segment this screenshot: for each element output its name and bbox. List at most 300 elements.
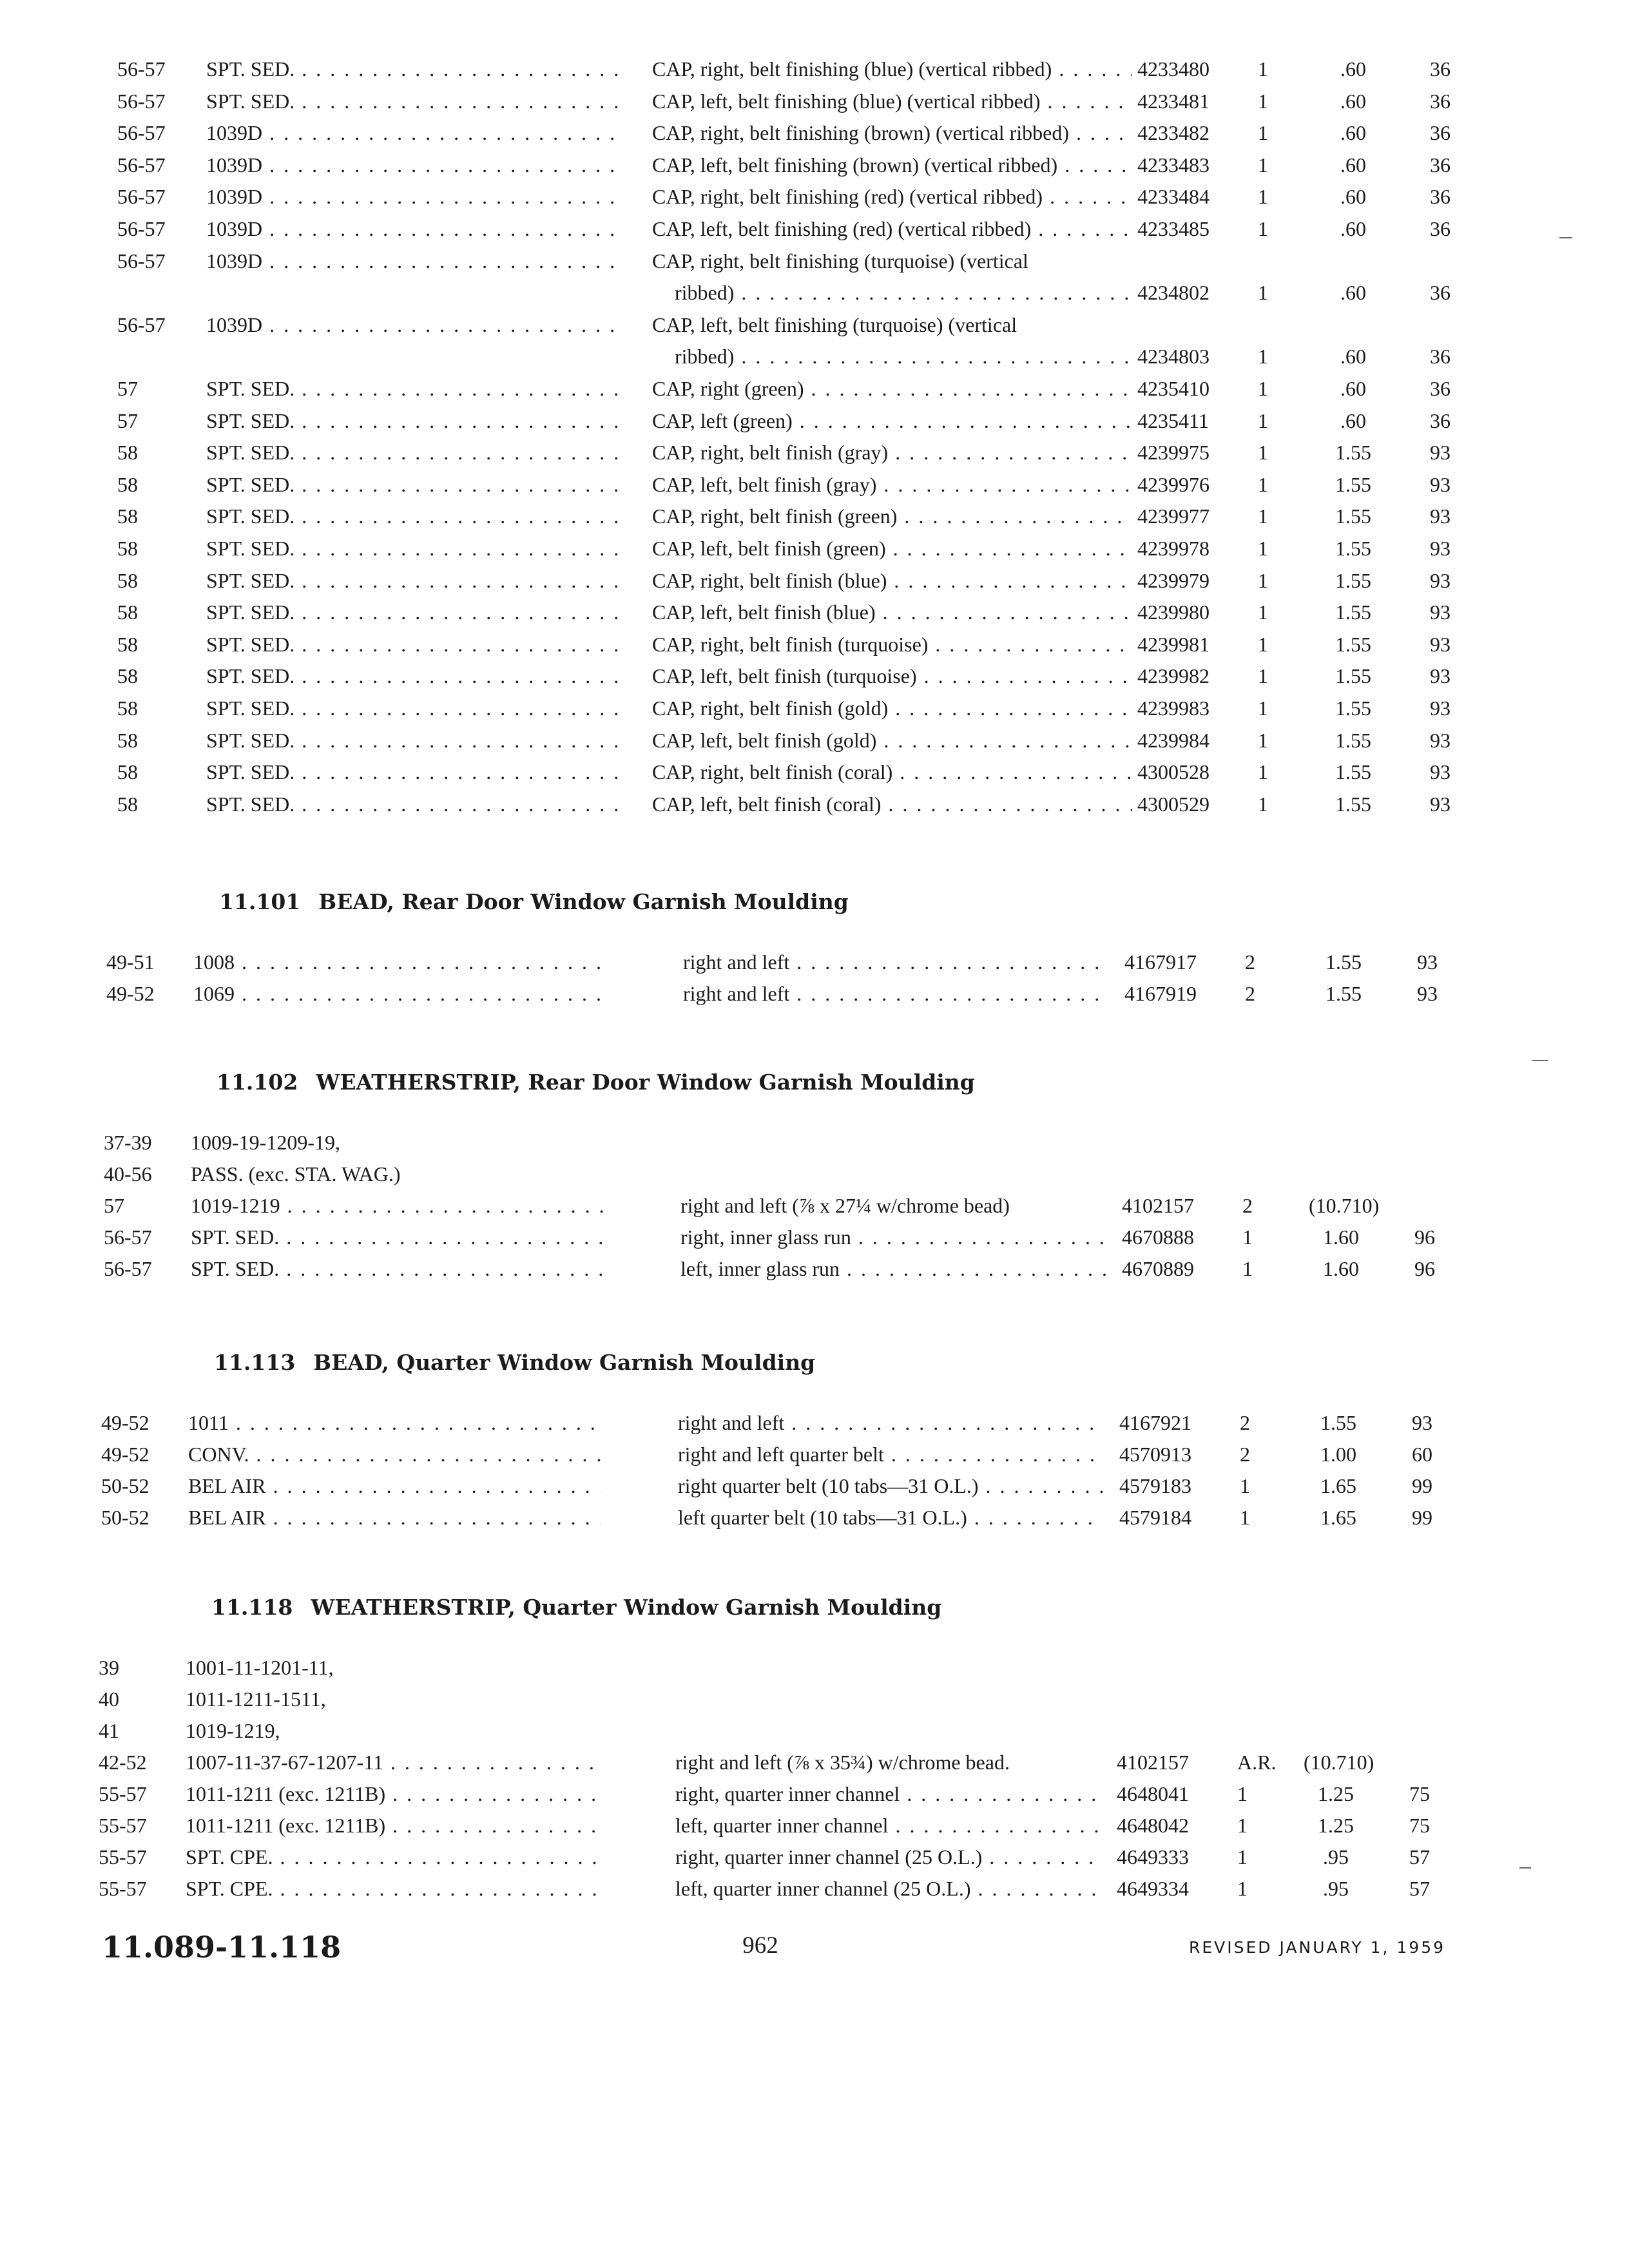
year-cell: 55-57	[99, 1814, 147, 1837]
table-row	[0, 117, 1629, 149]
quantity-cell: 1	[1237, 1782, 1248, 1805]
quantity-cell: 1	[1240, 1506, 1250, 1529]
part-number-cell: 4300529	[1137, 792, 1210, 816]
description-cell: CAP, right, belt finish (blue) . . .	[652, 564, 1132, 597]
price-code-cell: 93	[1412, 1411, 1432, 1434]
model-cell: 1011-1211 (exc. 1211B) . . .	[186, 1809, 598, 1841]
year-cell: 57	[117, 377, 138, 400]
table-row	[0, 756, 1629, 788]
price-code-cell: 36	[1430, 345, 1451, 369]
quantity-cell: 1	[1258, 185, 1268, 209]
model-cell: 1011-1211-1511,	[186, 1687, 326, 1711]
year-cell: 58	[117, 697, 138, 720]
part-number-cell: 4649333	[1117, 1845, 1189, 1869]
table-row	[0, 1841, 1629, 1873]
part-number-cell: 4234803	[1137, 345, 1210, 369]
description-cell: left, inner glass run . . .	[680, 1253, 1106, 1285]
price-code-cell: 96	[1414, 1257, 1435, 1280]
table-row	[0, 468, 1629, 501]
quantity-cell: 1	[1258, 505, 1268, 528]
model-cell: PASS. (exc. STA. WAG.)	[191, 1162, 401, 1186]
quantity-cell: 1	[1258, 345, 1268, 369]
description-cell: CAP, right, belt finishing (red) (vertical ribbed) . . .	[652, 180, 1132, 213]
model-cell: SPT. SED. . . .	[206, 405, 625, 437]
description-cell: ribbed) . . .	[675, 276, 1132, 309]
table-row	[0, 309, 1629, 341]
model-cell: SPT. SED. . . .	[206, 724, 625, 756]
price-code-cell: 93	[1417, 982, 1438, 1005]
year-cell: 56-57	[117, 217, 166, 240]
price-code-cell: 36	[1430, 377, 1451, 400]
year-cell: 42-52	[99, 1751, 147, 1774]
price-cell: (10.710)	[1304, 1751, 1374, 1774]
section-title-text: WEATHERSTRIP, Rear Door Window Garnish Moulding	[316, 1070, 975, 1095]
margin-mark	[1519, 1867, 1531, 1869]
quantity-cell: 1	[1237, 1814, 1248, 1837]
part-number-cell: 4239979	[1137, 568, 1210, 592]
description-cell: CAP, left, belt finish (gray) . . .	[652, 468, 1132, 501]
description-cell: right quarter belt (10 tabs—31 O.L.) . . .	[678, 1470, 1103, 1502]
year-cell: 58	[117, 472, 138, 496]
quantity-cell: 1	[1237, 1845, 1248, 1869]
price-code-cell: 36	[1430, 57, 1451, 81]
quantity-cell: 1	[1258, 57, 1268, 81]
table-row	[0, 660, 1629, 692]
model-cell: SPT. SED. . . .	[206, 788, 625, 820]
price-cell: 1.60	[1323, 1257, 1359, 1280]
table-row	[0, 405, 1629, 437]
model-cell: SPT. SED. . . .	[206, 468, 625, 501]
table-row	[0, 628, 1629, 660]
year-cell: 50-52	[101, 1474, 149, 1497]
table-row	[0, 53, 1629, 85]
description-cell: CAP, right, belt finish (coral) . . .	[652, 756, 1132, 788]
footer-section-range: 11.089-11.118	[102, 1930, 342, 1965]
description-cell: left, quarter inner channel (25 O.L.) . . .	[675, 1872, 1101, 1905]
model-cell: SPT. CPE. . . .	[186, 1872, 598, 1905]
model-cell: 1039D . . .	[206, 149, 625, 181]
price-code-cell: 93	[1417, 950, 1438, 974]
price-code-cell: 36	[1430, 185, 1451, 209]
year-cell: 56-57	[117, 185, 166, 209]
price-code-cell: 93	[1430, 760, 1451, 784]
part-number-cell: 4670889	[1122, 1257, 1194, 1280]
year-cell: 58	[117, 568, 138, 592]
part-number-cell: 4239983	[1137, 697, 1210, 720]
table-row	[0, 1715, 1629, 1747]
year-cell: 58	[117, 664, 138, 688]
table-row	[0, 276, 1629, 309]
part-number-cell: 4233483	[1137, 153, 1210, 177]
price-code-cell: 57	[1409, 1845, 1430, 1869]
price-code-cell: 36	[1430, 121, 1451, 145]
model-cell: SPT. SED. . . .	[206, 500, 625, 532]
price-cell: 1.55	[1335, 601, 1371, 624]
model-cell: CONV. . . .	[188, 1438, 601, 1470]
price-cell: .60	[1340, 377, 1366, 400]
table-row	[0, 724, 1629, 756]
description-cell: CAP, left, belt finish (gold) . . .	[652, 724, 1132, 756]
price-code-cell: 57	[1409, 1877, 1430, 1900]
model-cell: 1019-1219 . . .	[191, 1189, 603, 1222]
table-row	[0, 1158, 1629, 1190]
model-cell: SPT. SED. . . .	[206, 564, 625, 597]
table-row	[0, 946, 1629, 978]
price-code-cell: 93	[1430, 632, 1451, 656]
quantity-cell: 2	[1245, 982, 1255, 1005]
price-code-cell: 93	[1430, 697, 1451, 720]
year-cell: 58	[117, 792, 138, 816]
quantity-cell: 2	[1242, 1194, 1253, 1217]
table-row	[0, 1470, 1629, 1502]
table-row	[0, 213, 1629, 245]
table-row	[0, 564, 1629, 597]
part-number-cell: 4239975	[1137, 441, 1210, 465]
year-cell: 58	[117, 760, 138, 784]
quantity-cell: 1	[1258, 792, 1268, 816]
model-cell: BEL AIR . . .	[188, 1470, 601, 1502]
year-cell: 58	[117, 537, 138, 560]
price-code-cell: 93	[1430, 505, 1451, 528]
year-cell: 49-51	[106, 950, 155, 974]
price-cell: 1.55	[1335, 505, 1371, 528]
quantity-cell: 1	[1258, 377, 1268, 400]
section-number: 11.101	[219, 889, 301, 914]
price-cell: .60	[1340, 121, 1366, 145]
description-cell: CAP, left, belt finishing (blue) (vertical ribbed) . . .	[652, 85, 1132, 117]
part-number-cell: 4235411	[1137, 408, 1209, 432]
model-cell: 1009-19-1209-19,	[191, 1131, 340, 1154]
price-code-cell: 93	[1430, 728, 1451, 752]
price-code-cell: 93	[1430, 664, 1451, 688]
year-cell: 56-57	[117, 121, 166, 145]
year-cell: 40-56	[104, 1162, 152, 1186]
table-row	[0, 1872, 1629, 1905]
year-cell: 56-57	[117, 89, 166, 113]
model-cell: 1039D . . .	[206, 117, 625, 149]
description-cell: CAP, left, belt finish (blue) . . .	[652, 596, 1132, 628]
section-heading	[211, 1595, 941, 1620]
price-code-cell: 75	[1409, 1814, 1430, 1837]
part-number-cell: 4570913	[1119, 1443, 1191, 1466]
description-cell: right and left (⅞ x 27¼ w/chrome bead)	[680, 1194, 1010, 1217]
quantity-cell: 1	[1258, 664, 1268, 688]
quantity-cell: 1	[1258, 472, 1268, 496]
part-number-cell: 4648041	[1117, 1782, 1189, 1805]
price-code-cell: 93	[1430, 537, 1451, 560]
price-cell: 1.65	[1320, 1506, 1356, 1529]
table-row	[0, 372, 1629, 405]
model-cell: 1039D . . .	[206, 309, 625, 341]
quantity-cell: 1	[1258, 601, 1268, 624]
year-cell: 56-57	[104, 1257, 152, 1280]
section-title-text: WEATHERSTRIP, Quarter Window Garnish Moulding	[311, 1595, 942, 1620]
description-cell: CAP, left, belt finishing (brown) (vertical ribbed) . . .	[652, 149, 1132, 181]
part-number-cell: 4233484	[1137, 185, 1210, 209]
price-cell: 1.55	[1335, 792, 1371, 816]
quantity-cell: 1	[1258, 281, 1268, 305]
model-cell: SPT. SED. . . .	[191, 1253, 603, 1285]
part-number-cell: 4300528	[1137, 760, 1210, 784]
price-code-cell: 93	[1430, 441, 1451, 465]
year-cell: 49-52	[101, 1411, 149, 1434]
model-cell: SPT. SED. . . .	[206, 596, 625, 628]
year-cell: 49-52	[101, 1443, 149, 1466]
quantity-cell: 2	[1240, 1443, 1250, 1466]
description-cell: right and left . . .	[678, 1407, 1103, 1439]
footer-page-number: 962	[742, 1932, 778, 1959]
quantity-cell: 2	[1245, 950, 1255, 974]
model-cell: SPT. SED. . . .	[206, 372, 625, 405]
table-row	[0, 977, 1629, 1010]
quantity-cell: 2	[1240, 1411, 1250, 1434]
section-number: 11.102	[217, 1070, 298, 1095]
footer-revised-date: REVISED JANUARY 1, 1959	[1189, 1938, 1446, 1957]
part-number-cell: 4167919	[1124, 982, 1197, 1005]
price-cell: 1.55	[1335, 441, 1371, 465]
price-cell: 1.55	[1335, 632, 1371, 656]
part-number-cell: 4239984	[1137, 728, 1210, 752]
year-cell: 56-57	[117, 153, 166, 177]
table-row	[0, 1126, 1629, 1158]
price-cell: 1.55	[1335, 760, 1371, 784]
description-cell: CAP, right (green) . . .	[652, 372, 1132, 405]
price-cell: 1.55	[1335, 472, 1371, 496]
model-cell: 1039D . . .	[206, 213, 625, 245]
model-cell: SPT. SED. . . .	[206, 756, 625, 788]
table-row	[0, 788, 1629, 820]
table-row	[0, 149, 1629, 181]
description-cell: CAP, left (green) . . .	[652, 405, 1132, 437]
price-cell: 1.55	[1320, 1411, 1356, 1434]
part-number-cell: 4167921	[1119, 1411, 1191, 1434]
part-number-cell: 4579183	[1119, 1474, 1191, 1497]
table-row	[0, 340, 1629, 372]
model-cell: SPT. CPE. . . .	[186, 1841, 598, 1873]
section-heading	[214, 1350, 815, 1375]
price-cell: 1.25	[1318, 1782, 1354, 1805]
price-cell: .95	[1323, 1845, 1349, 1869]
quantity-cell: 1	[1258, 121, 1268, 145]
part-number-cell: 4239980	[1137, 601, 1210, 624]
price-cell: (10.710)	[1309, 1194, 1380, 1217]
description-cell: CAP, left, belt finish (green) . . .	[652, 532, 1132, 564]
description-cell: ribbed) . . .	[675, 340, 1132, 372]
description-cell: left, quarter inner channel . . .	[675, 1809, 1101, 1841]
year-cell: 49-52	[106, 982, 155, 1005]
price-code-cell: 36	[1430, 281, 1451, 305]
table-row	[0, 1746, 1629, 1778]
section-title-text: BEAD, Rear Door Window Garnish Moulding	[318, 889, 849, 914]
section-title-text: BEAD, Quarter Window Garnish Moulding	[313, 1350, 816, 1375]
description-cell: CAP, right, belt finishing (blue) (vertical ribbed) . . .	[652, 53, 1132, 85]
price-code-cell: 93	[1430, 568, 1451, 592]
price-cell: 1.65	[1320, 1474, 1356, 1497]
quantity-cell: 1	[1258, 217, 1268, 240]
description-cell: right and left quarter belt . . .	[678, 1438, 1103, 1470]
part-number-cell: 4167917	[1124, 950, 1197, 974]
price-cell: 1.55	[1335, 728, 1371, 752]
price-code-cell: 99	[1412, 1474, 1432, 1497]
table-row	[0, 532, 1629, 564]
part-number-cell: 4579184	[1119, 1506, 1191, 1529]
model-cell: SPT. SED. . . .	[206, 53, 625, 85]
quantity-cell: 1	[1258, 760, 1268, 784]
year-cell: 56-57	[104, 1225, 152, 1249]
price-cell: 1.55	[1335, 697, 1371, 720]
price-code-cell: 36	[1430, 89, 1451, 113]
price-cell: 1.60	[1323, 1225, 1359, 1249]
quantity-cell: 1	[1258, 697, 1268, 720]
year-cell: 56-57	[117, 57, 166, 81]
year-cell: 58	[117, 505, 138, 528]
year-cell: 56-57	[117, 312, 166, 336]
part-number-cell: 4233485	[1137, 217, 1210, 240]
year-cell: 39	[99, 1656, 119, 1679]
price-cell: .60	[1340, 57, 1366, 81]
description-cell: CAP, left, belt finishing (turquoise) (vertical	[652, 312, 1017, 336]
price-cell: 1.00	[1320, 1443, 1356, 1466]
part-number-cell: 4234802	[1137, 281, 1210, 305]
table-row	[0, 180, 1629, 213]
model-cell: BEL AIR . . .	[188, 1501, 601, 1533]
section-number: 11.113	[214, 1350, 296, 1375]
price-code-cell: 99	[1412, 1506, 1432, 1529]
margin-mark	[1532, 1060, 1548, 1061]
description-cell: CAP, left, belt finish (coral) . . .	[652, 788, 1132, 820]
model-cell: 1007-11-37-67-1207-11 . . .	[186, 1746, 598, 1778]
model-cell: 1039D . . .	[206, 245, 625, 277]
price-cell: .60	[1340, 345, 1366, 369]
part-number-cell: 4102157	[1117, 1751, 1189, 1774]
part-number-cell: 4233480	[1137, 57, 1210, 81]
year-cell: 56-57	[117, 249, 166, 273]
year-cell: 40	[99, 1687, 119, 1711]
part-number-cell: 4239978	[1137, 537, 1210, 560]
description-cell: CAP, right, belt finish (gray) . . .	[652, 436, 1132, 468]
table-row	[0, 1501, 1629, 1533]
year-cell: 57	[117, 408, 138, 432]
price-cell: .60	[1340, 89, 1366, 113]
model-cell: SPT. SED. . . .	[206, 532, 625, 564]
price-cell: 1.55	[1335, 568, 1371, 592]
price-cell: .95	[1323, 1877, 1349, 1900]
part-number-cell: 4102157	[1122, 1194, 1194, 1217]
price-cell: .60	[1340, 185, 1366, 209]
quantity-cell: 1	[1242, 1257, 1253, 1280]
model-cell: SPT. SED. . . .	[206, 692, 625, 724]
table-row	[0, 1809, 1629, 1841]
table-row	[0, 1221, 1629, 1253]
model-cell: SPT. SED. . . .	[206, 436, 625, 468]
model-cell: 1011-1211 (exc. 1211B) . . .	[186, 1778, 598, 1810]
quantity-cell: 1	[1240, 1474, 1250, 1497]
year-cell: 41	[99, 1719, 119, 1742]
section-number: 11.118	[211, 1595, 293, 1620]
price-cell: .60	[1340, 217, 1366, 240]
part-number-cell: 4239982	[1137, 664, 1210, 688]
description-cell: right and left . . .	[683, 946, 1108, 978]
part-number-cell: 4670888	[1122, 1225, 1194, 1249]
table-row	[0, 1189, 1629, 1222]
model-cell: 1039D . . .	[206, 180, 625, 213]
price-cell: .60	[1340, 408, 1366, 432]
price-cell: 1.55	[1335, 664, 1371, 688]
description-cell: CAP, right, belt finishing (turquoise) (vertical	[652, 249, 1028, 273]
quantity-cell: 1	[1258, 537, 1268, 560]
price-cell: 1.55	[1325, 950, 1362, 974]
table-row	[0, 692, 1629, 724]
year-cell: 58	[117, 632, 138, 656]
table-row	[0, 1651, 1629, 1684]
description-cell: right, quarter inner channel (25 O.L.) . . .	[675, 1841, 1101, 1873]
price-cell: .60	[1340, 281, 1366, 305]
quantity-cell: 1	[1237, 1877, 1248, 1900]
part-number-cell: 4239976	[1137, 472, 1210, 496]
year-cell: 58	[117, 601, 138, 624]
description-cell: CAP, right, belt finishing (brown) (vertical ribbed) . . .	[652, 117, 1132, 149]
model-cell: 1069 . . .	[193, 977, 606, 1010]
quantity-cell: 1	[1258, 441, 1268, 465]
part-number-cell: 4235410	[1137, 377, 1210, 400]
table-row	[0, 1253, 1629, 1285]
description-cell: right, inner glass run . . .	[680, 1221, 1106, 1253]
margin-mark	[1559, 237, 1572, 238]
price-code-cell: 75	[1409, 1782, 1430, 1805]
price-code-cell: 93	[1430, 792, 1451, 816]
price-code-cell: 60	[1412, 1443, 1432, 1466]
price-cell: 1.25	[1318, 1814, 1354, 1837]
price-code-cell: 36	[1430, 217, 1451, 240]
price-code-cell: 36	[1430, 153, 1451, 177]
section-heading	[219, 889, 849, 914]
quantity-cell: 1	[1258, 568, 1268, 592]
description-cell: right, quarter inner channel . . .	[675, 1778, 1101, 1810]
description-cell: CAP, right, belt finish (gold) . . .	[652, 692, 1132, 724]
quantity-cell: 1	[1258, 89, 1268, 113]
quantity-cell: 1	[1242, 1225, 1253, 1249]
price-code-cell: 36	[1430, 408, 1451, 432]
model-cell: 1019-1219,	[186, 1719, 280, 1742]
price-cell: .60	[1340, 153, 1366, 177]
price-code-cell: 96	[1414, 1225, 1435, 1249]
description-cell: right and left (⅞ x 35¾) w/chrome bead.	[675, 1751, 1010, 1774]
year-cell: 57	[104, 1194, 124, 1217]
description-cell: CAP, right, belt finish (green) . . .	[652, 500, 1132, 532]
part-number-cell: 4239977	[1137, 505, 1210, 528]
section-heading	[217, 1070, 975, 1095]
part-number-cell: 4233481	[1137, 89, 1210, 113]
table-row	[0, 1407, 1629, 1439]
table-row	[0, 436, 1629, 468]
description-cell: CAP, left, belt finishing (red) (vertical ribbed) . . .	[652, 213, 1132, 245]
model-cell: SPT. SED. . . .	[191, 1221, 603, 1253]
price-cell: 1.55	[1325, 982, 1362, 1005]
quantity-cell: A.R.	[1237, 1751, 1277, 1774]
table-row	[0, 1438, 1629, 1470]
model-cell: 1008 . . .	[193, 946, 606, 978]
part-number-cell: 4233482	[1137, 121, 1210, 145]
year-cell: 55-57	[99, 1877, 147, 1900]
model-cell: SPT. SED. . . .	[206, 628, 625, 660]
table-row	[0, 245, 1629, 277]
part-number-cell: 4648042	[1117, 1814, 1189, 1837]
year-cell: 50-52	[101, 1506, 149, 1529]
price-cell: 1.55	[1335, 537, 1371, 560]
description-cell: CAP, right, belt finish (turquoise) . . .	[652, 628, 1132, 660]
part-number-cell: 4239981	[1137, 632, 1210, 656]
model-cell: 1001-11-1201-11,	[186, 1656, 334, 1679]
